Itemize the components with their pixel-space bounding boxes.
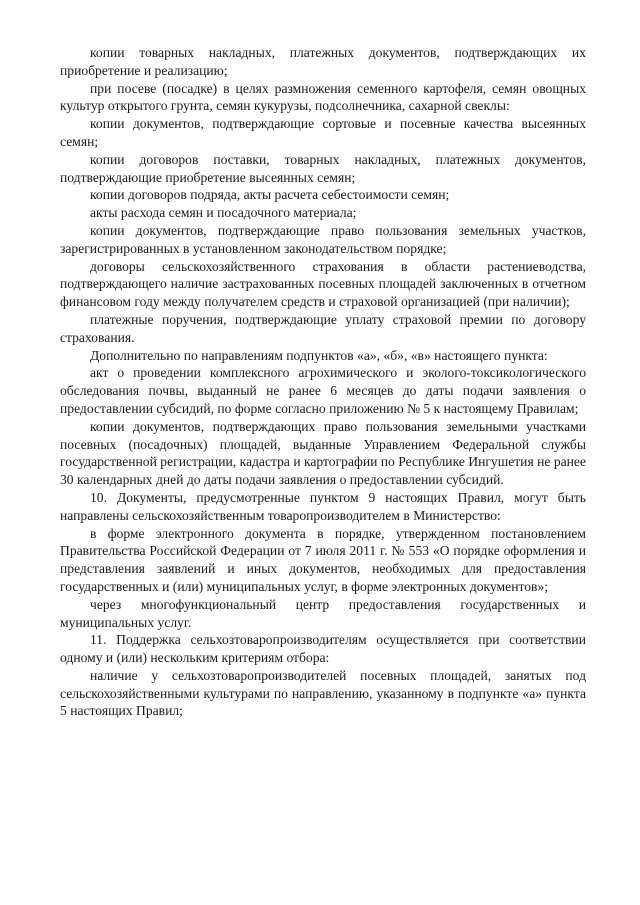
paragraph: 10. Документы, предусмотренные пунктом 9 настоящих Правил, могут быть направлены сельскохозяйственным товаропроизводителем в Министерство: (60, 489, 586, 523)
paragraph: 11. Поддержка сельхозтоваропроизводителям осуществляется при соответствии одному и (или) нескольким критериям отбора: (60, 632, 586, 666)
paragraph: копии договоров поставки, товарных накладных, платежных документов, подтверждающие приобретение высеянных семян; (60, 151, 586, 185)
paragraph: акты расхода семян и посадочного материала; (90, 205, 357, 221)
paragraph: копии товарных накладных, платежных документов, подтверждающих их приобретение и реализацию; (60, 45, 586, 78)
paragraph: договоры сельскохозяйственного страхования в области растениеводства, подтверждающего наличие застрахованных посевных площадей заключенных в отчетном финансовом году между получателем средств и страховой организацией (при наличии); (60, 258, 586, 310)
paragraph: при посеве (посадке) в целях размножения семенного картофеля, семян овощных культур открытого грунта, семян кукурузы, подсолнечника, сахарной свеклы: (60, 80, 586, 114)
paragraph: копии документов, подтверждающих право пользования земельными участками посевных (посадочных) площадей, выданные Управлением Федеральной службы государственной регистрации, кадастра и картографии по Республике Ингушетия не ранее 30 календарных дней до даты подачи заявления о предоставлении субсидий. (60, 418, 586, 488)
paragraph: копии документов, подтверждающие сортовые и посевные качества высеянных семян; (60, 116, 586, 149)
document-body (60, 44, 586, 720)
paragraph: в форме электронного документа в порядке, утвержденном постановлением Правительства Российской Федерации от 7 июля 2011 г. № 553 «О порядке оформления и представления заявлений и иных документов, необходимых для предоставления государственных и (или) муниципальных услуг, в форме электронных документов»; (60, 525, 586, 594)
paragraph: копии договоров подряда, акты расчета себестоимости семян; (90, 187, 450, 203)
paragraph: копии документов, подтверждающие право пользования земельных участков, зарегистрированных в установленном законодательством порядке; (60, 222, 586, 256)
paragraph: Дополнительно по направлениям подпунктов «а», «б», «в» настоящего пункта: (90, 347, 548, 363)
paragraph: акт о проведении комплексного агрохимического и эколого-токсикологического обследования почвы, выданный не ранее 6 месяцев до даты подачи заявления о предоставлении субсидий, по форме согласно приложению № 5 к настоящему Правилам; (60, 365, 586, 416)
paragraph: платежные поручения, подтверждающие уплату страховой премии по договору страхования. (60, 311, 586, 345)
paragraph: наличие у сельхозтоваропроизводителей посевных площадей, занятых под сельскохозяйственными культурами по направлению, указанному в подпункте «а» пункта 5 настоящих Правил; (60, 667, 586, 719)
paragraph: через многофункциональный центр предоставления государственных и муниципальных услуг. (60, 596, 586, 630)
